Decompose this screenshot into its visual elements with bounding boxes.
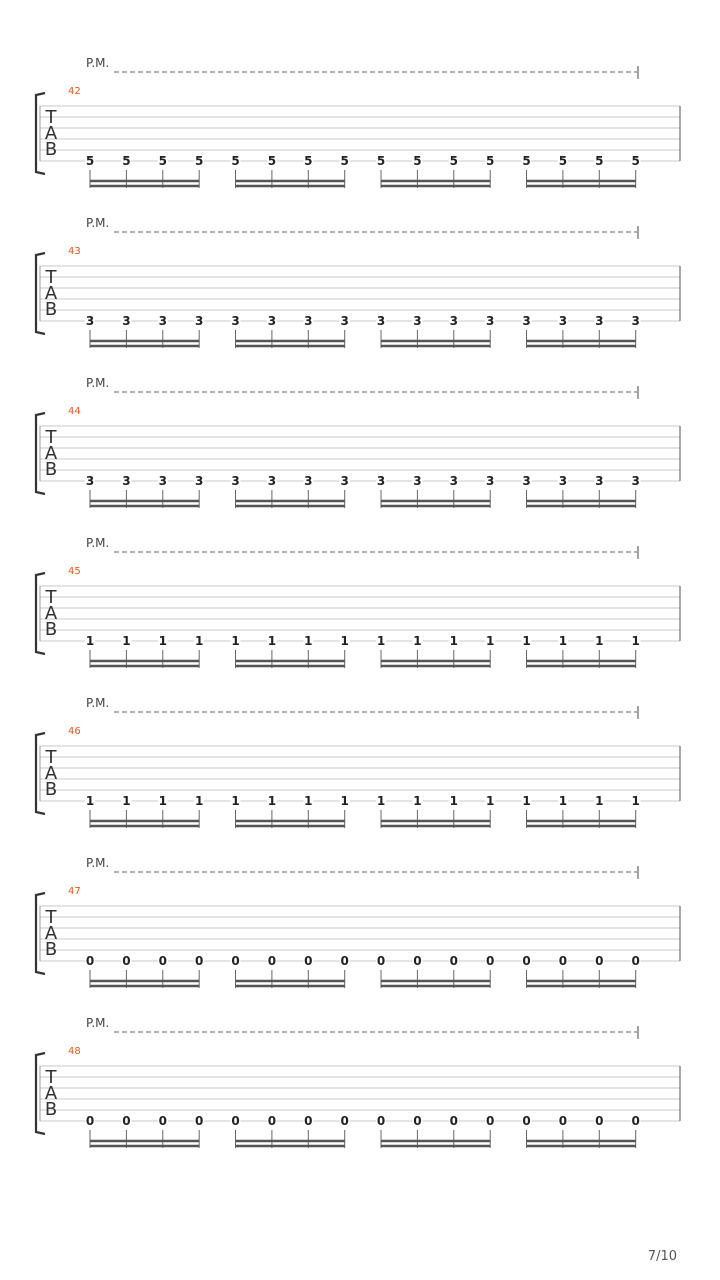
page-number: 7/10: [647, 1249, 677, 1264]
tab-note: 3: [376, 314, 386, 328]
tab-note: 1: [340, 794, 349, 808]
palm-mute-label: P.M.: [86, 1016, 110, 1030]
tab-clef-letter: T: [45, 747, 57, 768]
tab-note: 0: [449, 954, 458, 968]
tab-note: 3: [231, 474, 240, 488]
tab-note: 1: [158, 634, 167, 648]
tab-note: 0: [195, 1114, 204, 1128]
tab-note: 1: [231, 634, 240, 648]
tab-note: 1: [486, 634, 495, 648]
measure-number: 46: [68, 726, 81, 737]
tab-note: 0: [413, 954, 422, 968]
tab-note: 1: [122, 794, 131, 808]
tab-note: 1: [376, 634, 386, 648]
tab-clef-letter: A: [44, 603, 58, 624]
tab-note: 0: [486, 954, 495, 968]
tab-note: 1: [413, 794, 422, 808]
tab-note: 5: [595, 154, 604, 168]
tab-note: 1: [158, 794, 167, 808]
tab-note: 5: [122, 154, 131, 168]
tab-note: 3: [195, 474, 204, 488]
tab-note: 0: [522, 1114, 531, 1128]
tab-note: 0: [122, 954, 131, 968]
tab-note: 5: [413, 154, 422, 168]
tab-clef-letter: T: [45, 107, 57, 128]
tab-note: 3: [340, 474, 349, 488]
tab-note: 0: [267, 1114, 277, 1128]
tab-note: 5: [522, 154, 531, 168]
palm-mute-label: P.M.: [86, 376, 110, 390]
tab-clef-letter: A: [44, 443, 58, 464]
tab-note: 3: [340, 314, 349, 328]
tab-note: 0: [85, 954, 95, 968]
tab-note: 5: [195, 154, 204, 168]
tab-note: 5: [158, 154, 167, 168]
tab-note: 5: [267, 154, 277, 168]
tab-note: 3: [85, 474, 95, 488]
measure-number: 42: [68, 86, 81, 97]
tab-system-45: [36, 536, 680, 668]
tab-note: 0: [522, 954, 531, 968]
tab-clef-letter: B: [44, 939, 58, 960]
measure-number: 43: [68, 246, 81, 257]
tab-note: 1: [85, 634, 95, 648]
tab-note: 3: [158, 314, 167, 328]
palm-mute-label: P.M.: [86, 856, 110, 870]
tab-note: 3: [122, 314, 131, 328]
palm-mute-label: P.M.: [86, 216, 110, 230]
tab-note: 0: [486, 1114, 495, 1128]
tab-note: 0: [340, 1114, 349, 1128]
tab-note: 3: [413, 474, 422, 488]
tab-note: 5: [376, 154, 386, 168]
palm-mute-label: P.M.: [86, 536, 110, 550]
tab-note: 3: [231, 314, 240, 328]
tab-note: 3: [304, 474, 313, 488]
tab-system-47: [36, 856, 680, 988]
tab-clef-letter: B: [44, 779, 58, 800]
tab-note: 3: [304, 314, 313, 328]
tab-note: 0: [304, 1114, 313, 1128]
tab-note: 1: [376, 794, 386, 808]
tab-note: 5: [231, 154, 240, 168]
tab-note: 3: [595, 474, 604, 488]
tab-note: 0: [267, 954, 277, 968]
tab-note: 3: [449, 314, 458, 328]
tab-note: 5: [85, 154, 95, 168]
tab-note: 0: [413, 1114, 422, 1128]
tab-clef-letter: B: [44, 619, 58, 640]
tab-clef-letter: B: [44, 1099, 58, 1120]
tab-clef-letter: T: [45, 267, 57, 288]
tab-clef-letter: A: [44, 923, 58, 944]
tab-note: 3: [558, 314, 568, 328]
tab-note: 1: [122, 634, 131, 648]
tab-note: 3: [195, 314, 204, 328]
measure-number: 44: [68, 406, 81, 417]
tab-note: 3: [376, 474, 386, 488]
tab-note: 1: [85, 794, 95, 808]
tab-note: 5: [449, 154, 458, 168]
tab-note: 3: [413, 314, 422, 328]
tab-note: 0: [376, 954, 386, 968]
tab-note: 3: [158, 474, 167, 488]
tab-system-48: [36, 1016, 680, 1148]
tab-note: 0: [595, 954, 604, 968]
tab-note: 5: [631, 154, 640, 168]
tab-note: 3: [486, 474, 495, 488]
tab-note: 0: [158, 954, 167, 968]
tab-clef-letter: A: [44, 763, 58, 784]
tab-note: 1: [340, 634, 349, 648]
tab-note: 1: [558, 634, 568, 648]
tab-note: 0: [631, 954, 640, 968]
tab-note: 3: [558, 474, 568, 488]
tab-note: 0: [195, 954, 204, 968]
tab-system-42: [36, 56, 680, 188]
tab-note: 0: [558, 1114, 568, 1128]
tab-note: 3: [631, 314, 640, 328]
tab-note: 1: [195, 634, 204, 648]
tab-note: 0: [122, 1114, 131, 1128]
tab-system-46: [36, 696, 680, 828]
measure-number: 45: [68, 566, 81, 577]
tab-clef-letter: T: [45, 427, 57, 448]
tab-note: 1: [631, 634, 640, 648]
tab-note: 1: [449, 634, 458, 648]
tab-clef-letter: B: [44, 459, 58, 480]
tab-note: 0: [376, 1114, 386, 1128]
tab-note: 1: [486, 794, 495, 808]
tab-note: 3: [522, 474, 531, 488]
tab-system-44: [36, 376, 680, 508]
tab-note: 3: [449, 474, 458, 488]
tab-clef-letter: B: [44, 139, 58, 160]
tab-note: 1: [231, 794, 240, 808]
tab-note: 1: [267, 634, 277, 648]
tab-note: 1: [413, 634, 422, 648]
tab-clef-letter: T: [45, 907, 57, 928]
tab-note: 3: [522, 314, 531, 328]
tab-note: 0: [231, 954, 240, 968]
tab-note: 0: [304, 954, 313, 968]
tab-note: 3: [631, 474, 640, 488]
tab-note: 0: [631, 1114, 640, 1128]
tab-note: 3: [122, 474, 131, 488]
tab-note: 1: [195, 794, 204, 808]
tab-note: 5: [304, 154, 313, 168]
tab-note: 1: [631, 794, 640, 808]
tab-note: 5: [340, 154, 349, 168]
palm-mute-label: P.M.: [86, 56, 110, 70]
tab-clef-letter: T: [45, 1067, 57, 1088]
tab-clef-letter: A: [44, 1083, 58, 1104]
tab-note: 1: [449, 794, 458, 808]
tab-note: 1: [267, 794, 277, 808]
tab-note: 5: [558, 154, 568, 168]
tab-clef-letter: A: [44, 123, 58, 144]
measure-number: 48: [68, 1046, 81, 1057]
tab-note: 3: [486, 314, 495, 328]
tab-note: 0: [85, 1114, 95, 1128]
tab-system-43: [36, 216, 680, 348]
tab-note: 3: [85, 314, 95, 328]
tab-note: 0: [558, 954, 568, 968]
tab-note: 0: [158, 1114, 167, 1128]
tab-note: 1: [304, 794, 313, 808]
tab-clef-letter: T: [45, 587, 57, 608]
tab-note: 1: [522, 634, 531, 648]
palm-mute-label: P.M.: [86, 696, 110, 710]
tab-note: 0: [595, 1114, 604, 1128]
tab-note: 0: [231, 1114, 240, 1128]
tab-note: 1: [304, 634, 313, 648]
tab-note: 5: [486, 154, 495, 168]
tab-note: 1: [595, 794, 604, 808]
tab-note: 1: [558, 794, 568, 808]
tab-note: 1: [522, 794, 531, 808]
tab-note: 3: [267, 314, 277, 328]
measure-number: 47: [68, 886, 81, 897]
tab-clef-letter: A: [44, 283, 58, 304]
tab-note: 0: [340, 954, 349, 968]
tab-clef-letter: B: [44, 299, 58, 320]
tab-note: 1: [595, 634, 604, 648]
tab-note: 0: [449, 1114, 458, 1128]
tab-note: 3: [595, 314, 604, 328]
tab-note: 3: [267, 474, 277, 488]
